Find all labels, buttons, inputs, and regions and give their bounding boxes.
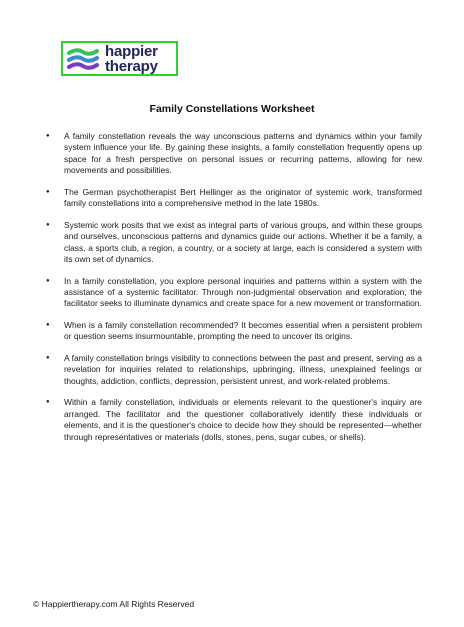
- list-item: ● A family constellation reveals the way unconscious patterns and dynamics within your family system influence your life. By gaining these insights, a family constellation frequently opens up space for a fresh perspective on personal issues or recurring patterns, allowing for new movements and possibilities.: [46, 131, 422, 177]
- happier-therapy-logo: [61, 41, 178, 76]
- list-item: ● When is a family constellation recommended? It becomes essential when a persistent problem or question seems insurmountable, prompting the need to uncover its origins.: [46, 320, 422, 343]
- worksheet-title: Family Constellations Worksheet: [149, 103, 315, 115]
- list-item: ● In a family constellation, you explore personal inquiries and patterns within a system with the assistance of a systemic facilitator. Through non-judgmental observation and exploration, the facilitator seeks to illuminate dynamics and create space for a new movement or transformation.: [46, 276, 422, 310]
- list-item: ● Systemic work posits that we exist as integral parts of various groups, and within these groups and ourselves, unconscious patterns and dynamics guide our actions. Whether it be a family, a class, a sports club, a region, a country, or a society at large, each is considered a system with its own set of dynamics.: [46, 220, 422, 266]
- logo-wave-icon: [66, 47, 100, 73]
- list-item: ● The German psychotherapist Bert Hellinger as the originator of systemic work, transformed family constellations into a comprehensive method in the late 1980s.: [46, 187, 422, 210]
- list-item: ● Within a family constellation, individuals or elements relevant to the questioner's inquiry are arranged. The facilitator and the questioner collaboratively identify these individuals or elements, and it is the questioner's choice to decide how they should be represented—whether through representatives or materials (dolls, stones, pens, sugar cubes, or shells).: [46, 397, 422, 443]
- logo-line-2: therapy: [105, 58, 158, 75]
- bullet-list: [46, 131, 422, 443]
- logo-text: [105, 44, 158, 74]
- copyright-footer: © Happiertherapy.com All Rights Reserved: [33, 599, 195, 609]
- list-item: ● A family constellation brings visibility to connections between the past and present, serving as a revelation for inquiries related to relationships, upbringing, illness, unexplained feelings or thoughts, addiction, conflicts, depression, persistent unrest, and work-related problems.: [46, 353, 422, 387]
- logo-line-1: happier: [105, 43, 158, 60]
